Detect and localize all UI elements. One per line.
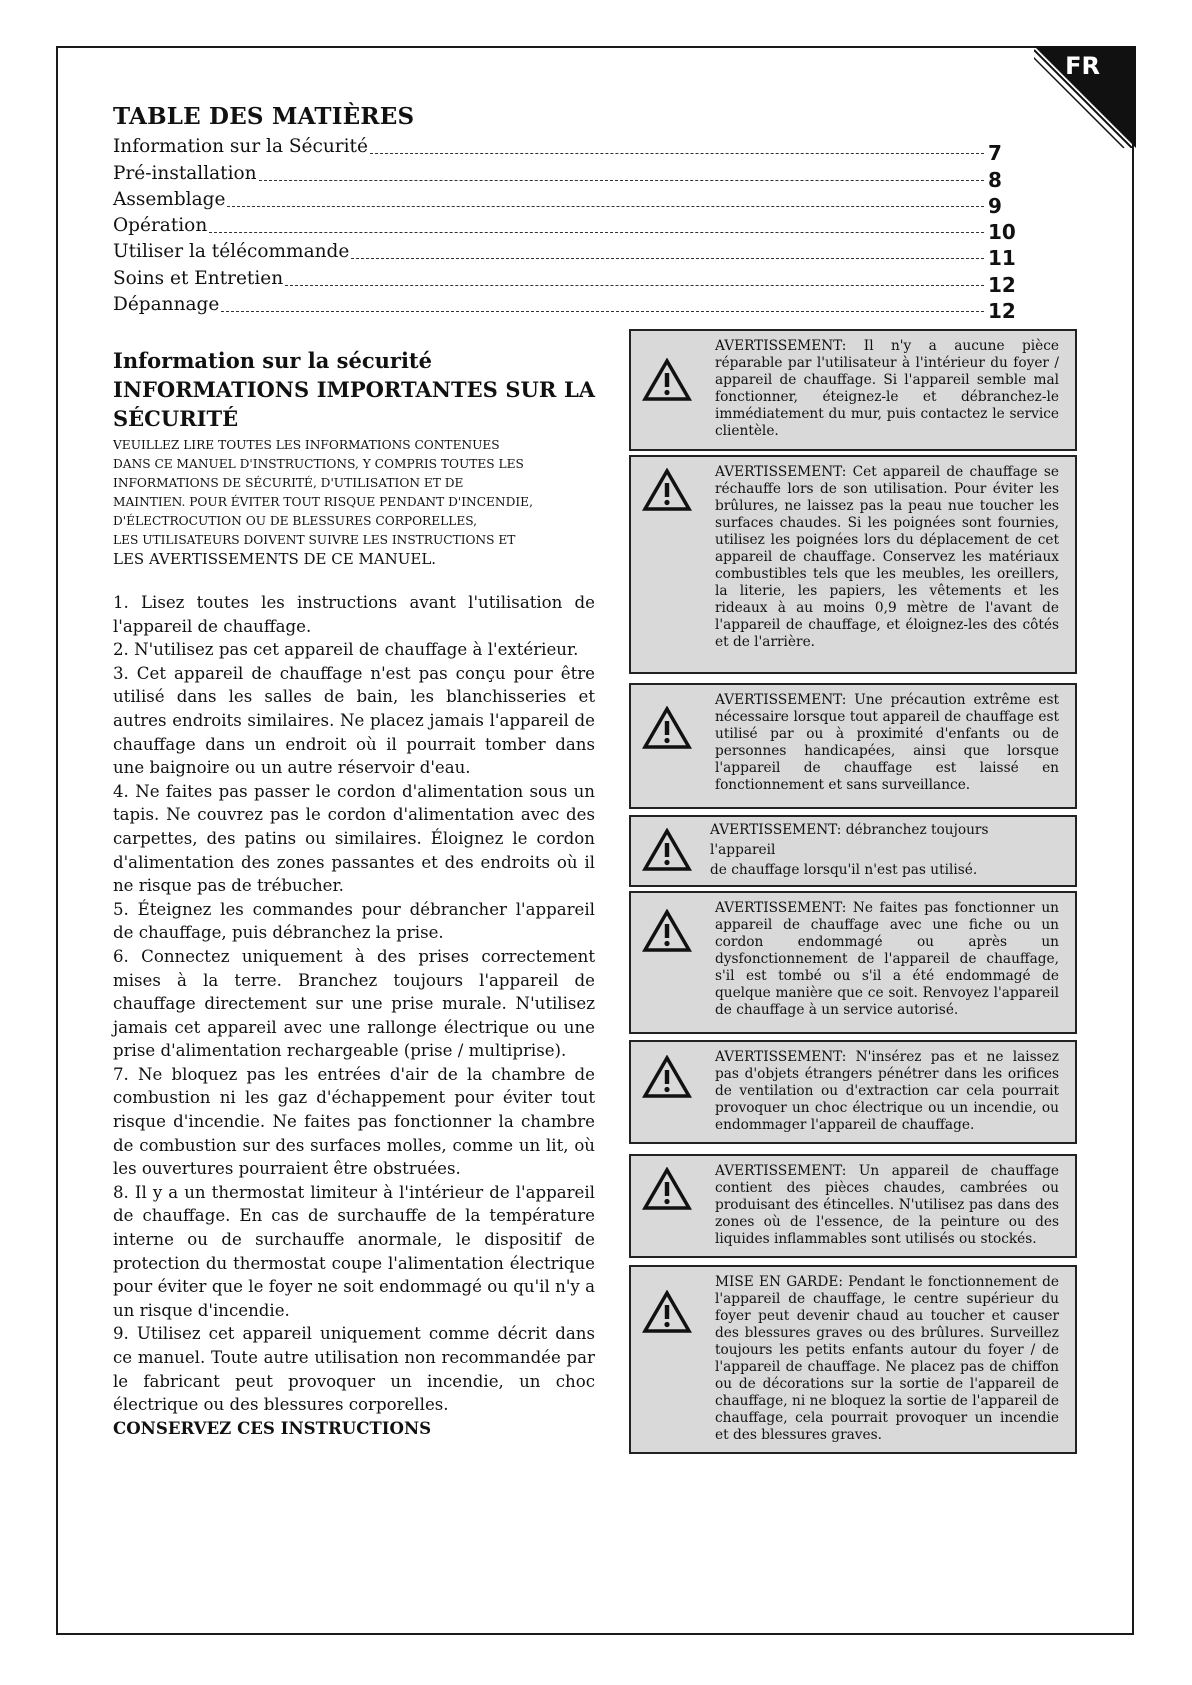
toc-leader [351,258,984,259]
toc-entry-label: Utiliser la télécommande [113,241,350,263]
toc-entry[interactable] [113,263,1018,297]
safety-item: 1. Lisez toutes les instructions avant l'utilisation de l'appareil de chauffage. [113,593,595,636]
safety-heading: Information sur la sécurité [113,348,432,373]
toc-leader [221,311,984,312]
warning-box [629,1154,1077,1258]
toc-entry[interactable] [113,211,1018,245]
warning-triangle-icon [642,1290,692,1334]
warning-box [629,1040,1077,1144]
toc-entry-page: 12 [988,272,1016,297]
warning-box [629,329,1077,451]
toc-entry-page: 11 [988,246,1016,271]
toc-entry[interactable] [113,237,1018,271]
important-heading-line2: SÉCURITÉ [113,406,239,431]
toc-entry-label: Assemblage [113,188,226,210]
warning-text: MISE EN GARDE: Pendant le fonctionnement de l'appareil de chauffage, le centre supérieur du foyer peut devenir chaud au toucher et causer des blessures graves ou des brûlures. Surveillez toujours les petits enfants autour du foyer / de l'appareil de chauffage. Ne placez pas de chiffon ou de décorations sur la sortie de l'appareil de chauffage, ni ne bloquez la sortie de l'appareil de chauffage, cela pourrait provoquer un incendie et des blessures graves. [715,1274,1059,1443]
conserve-instructions: CONSERVEZ CES INSTRUCTIONS [113,1417,432,1438]
language-code: FR [1065,52,1100,80]
warning-box [629,815,1077,887]
warning-triangle-icon [642,1055,692,1099]
caps-intro-last: LES AVERTISSEMENTS DE CE MANUEL. [113,550,437,568]
warning-triangle-icon [642,1167,692,1211]
warning-triangle-icon [642,706,692,750]
toc-entry[interactable] [113,290,1018,324]
toc-entry[interactable] [113,158,1018,192]
toc-entry-label: Information sur la Sécurité [113,136,368,158]
toc-leader [209,232,984,233]
safety-item: 4. Ne faites pas passer le cordon d'alimentation sous un tapis. Ne couvrez pas le cordon d'alimentation avec des carpettes, des patins ou similaires. Éloignez le cordon d'alimentation des zones passantes et des endroits où il ne risque pas de trébucher. [113,781,595,896]
safety-item: 3. Cet appareil de chauffage n'est pas conçu pour être utilisé dans les salles de bain, les blanchisseries et autres endroits similaires. Ne placez jamais l'appareil de chauffage dans un endroit où il pourrait tomber dans une baignoire ou un autre réservoir d'eau. [113,663,595,778]
warning-text: AVERTISSEMENT: Il n'y a aucune pièce réparable par l'utilisateur à l'intérieur du foyer / appareil de chauffage. Si l'appareil semble mal fonctionner, éteignez-le et débranchez-le immédiatement du mur, puis contactez le service clientèle. [715,338,1059,439]
toc-entry-label: Pré-installation [113,162,257,184]
warning-text: AVERTISSEMENT: Un appareil de chauffage contient des pièces chaudes, cambrées ou produisant des étincelles. N'utilisez pas dans des zones où de l'essence, de la peinture ou des liquides inflammables sont utilisés ou stockés. [715,1163,1059,1247]
warning-text: AVERTISSEMENT: débranchez toujours l'appareil de chauffage lorsqu'il n'est pas utilisé. [710,822,989,878]
toc-entry-page: 9 [988,193,1002,218]
safety-list [113,591,595,1417]
toc-entry-page: 7 [988,141,1002,166]
warning-text: AVERTISSEMENT: Une précaution extrême est nécessaire lorsque tout appareil de chauffage est utilisé par ou à proximité d'enfants ou de personnes handicapées, ainsi que lorsque l'appareil de chauffage est laissé en fonctionnement et sans surveillance. [715,692,1059,793]
safety-item: 9. Utilisez cet appareil uniquement comme décrit dans ce manuel. Toute autre utilisation non recommandée par le fabricant peut provoquer un incendie, un choc électrique ou des blessures corporelles. [113,1324,595,1415]
warning-box [629,891,1077,1034]
safety-item: 6. Connectez uniquement à des prises correctement mises à la terre. Branchez toujours l'appareil de chauffage directement sur une prise murale. N'utilisez jamais cet appareil avec une rallonge électrique ou une prise d'alimentation rechargeable (prise / multiprise). [113,946,595,1061]
toc-entry-label: Dépannage [113,294,220,316]
safety-item: 2. N'utilisez pas cet appareil de chauffage à l'extérieur. [113,640,579,660]
warning-box [629,1265,1077,1454]
safety-item: 8. Il y a un thermostat limiteur à l'intérieur de l'appareil de chauffage. En cas de surchauffe de la température interne ou de surchauffe anormale, le dispositif de protection du thermostat coupe l'alimentation électrique pour éviter que le foyer ne soit endommagé ou qu'il n'y a un risque d'incendie. [113,1182,595,1320]
warning-triangle-icon [642,468,692,512]
warning-box [629,683,1077,809]
toc-leader [370,153,984,154]
toc-entry-page: 10 [988,220,1016,245]
toc-leader [285,285,984,286]
safety-item: 7. Ne bloquez pas les entrées d'air de la chambre de combustion ni les gaz d'échappement pour éviter tout risque d'incendie. Ne faites pas fonctionner la chambre de combustion sur des surfaces molles, comme un lit, où les ouvertures pourraient être obstruées. [113,1064,595,1179]
warning-triangle-icon [642,909,692,953]
toc-entry-page: 8 [988,167,1002,192]
warning-text: AVERTISSEMENT: Cet appareil de chauffage se réchauffe lors de son utilisation. Pour éviter les brûlures, ne laissez pas la peau nue toucher les surfaces chaudes. Si les poignées sont fournies, utilisez les poignées lors du déplacement de cet appareil de chauffage. Conservez les matériaux combustibles tels que les meubles, les oreillers, la literie, les papiers, les vêtements et les rideaux à au moins 0,9 mètre de l'avant de l'appareil de chauffage, et éloignez-les des côtés et de l'arrière. [715,464,1059,650]
safety-item: 5. Éteignez les commandes pour débrancher l'appareil de chauffage, puis débranchez la prise. [113,899,595,943]
safety-section [113,346,595,1440]
toc-entry[interactable] [113,132,1018,166]
toc-entry-page: 12 [988,299,1016,324]
toc-entry-label: Soins et Entretien [113,267,284,289]
warning-triangle-icon [642,358,692,402]
warning-box [629,455,1077,674]
warning-triangle-icon [642,828,692,872]
table-of-contents [113,132,1018,324]
toc-entry[interactable] [113,185,1018,218]
caps-intro: VEUILLEZ LIRE TOUTES LES INFORMATIONS CONTENUES DANS CE MANUEL D'INSTRUCTIONS, Y COMPRIS TOUTES LES INFORMATIONS DE SÉCURITÉ, D'UTILISATION ET DE MAINTIEN. POUR ÉVITER TOUT RISQUE PENDANT D'INCENDIE, D'ÉLECTROCUTION OU DE BLESSURES CORPORELLES, LES UTILISATEURS DOIVENT SUIVRE LES INSTRUCTIONS ET [113,438,533,547]
toc-leader [227,206,984,207]
toc-entry-label: Opération [113,215,208,237]
warning-text: AVERTISSEMENT: N'insérez pas et ne laissez pas d'objets étrangers pénétrer dans les orifices de ventilation ou d'extraction car cela pourrait provoquer un choc électrique ou un incendie, ou endommager l'appareil de chauffage. [715,1049,1059,1133]
toc-title: TABLE DES MATIÈRES [113,103,415,130]
important-heading-line1: INFORMATIONS IMPORTANTES SUR LA [113,377,595,402]
warning-text: AVERTISSEMENT: Ne faites pas fonctionner un appareil de chauffage avec une fiche ou un cordon endommagé ou après un dysfonctionnement de l'appareil de chauffage, s'il est tombé ou s'il a été endommagé de quelque manière que ce soit. Renvoyez l'appareil de chauffage à un service autorisé. [715,900,1059,1018]
toc-leader [259,180,984,181]
